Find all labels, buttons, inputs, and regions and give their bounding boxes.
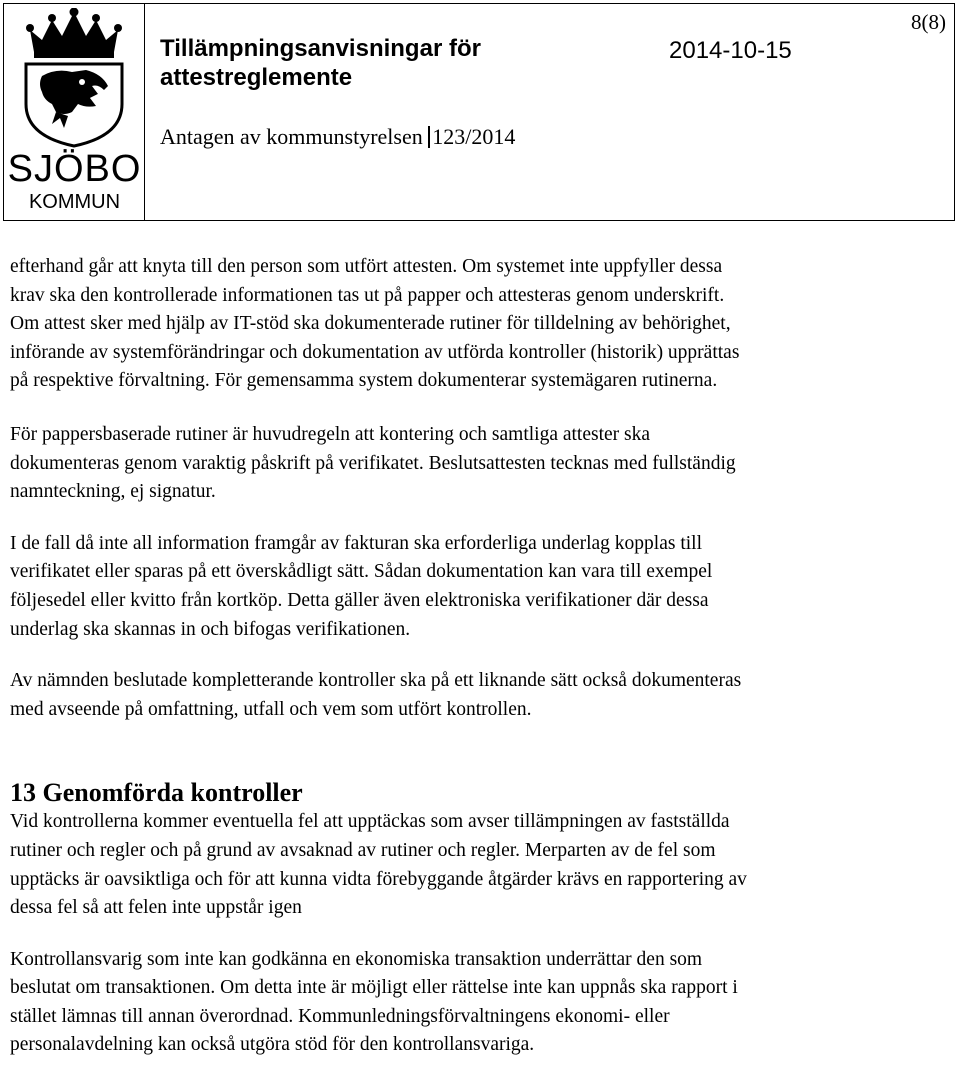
- logo-cell: [4, 4, 145, 220]
- text-line: Kontrollansvarig som inte kan godkänna en ekonomiska transaktion underrättar den som: [10, 948, 703, 970]
- text-line: Av nämnden beslutade kompletterande kontroller ska på ett liknande sätt också dokumenteras: [10, 670, 742, 692]
- adoption-reference: 123/2014: [428, 124, 515, 149]
- text-line: I de fall då inte all information framgår av fakturan ska erforderliga underlag kopplas till: [10, 532, 702, 554]
- text-line: följesedel eller kvitto från kortköp. Detta gäller även elektroniska verifikationer där dessa: [10, 589, 709, 611]
- text-line: För pappersbaserade rutiner är huvudregeln att kontering och samtliga attester ska: [10, 423, 651, 445]
- text-line: upptäcks är oavsiktliga och för att kunna vidta förebyggande åtgärder krävs en rapportering av: [10, 868, 747, 890]
- text-line: på respektive förvaltning. För gemensamma system dokumenterar systemägaren rutinerna.: [10, 370, 718, 392]
- text-line: efterhand går att knyta till den person som utfört attesten. Om systemet inte uppfyller dessa: [10, 256, 723, 277]
- logo-name-kommun: KOMMUN: [28, 191, 121, 213]
- page-number: 8(8): [911, 10, 946, 34]
- paragraph-supplementary-controls: [10, 667, 950, 724]
- document-title-line-1: Tillämpningsanvisningar för: [160, 35, 481, 62]
- logo-name-sjobo: SJÖBO: [7, 148, 142, 190]
- adoption-text: Antagen av kommunstyrelsen: [160, 124, 423, 149]
- document-body: [10, 253, 950, 1060]
- text-line: beslutat om transaktionen. Om detta inte är möjligt eller rättelse inte kan uppnås ska rapport i: [10, 977, 738, 999]
- document-title: [160, 34, 600, 92]
- paragraph-documentation: [10, 530, 950, 644]
- document-header: [3, 3, 955, 221]
- section-heading: 13 Genomförda kontroller: [10, 778, 303, 808]
- paragraph-errors-reporting: [10, 808, 950, 922]
- text-line: verifikatet eller sparas på ett överskådligt sätt. Sådan dokumentation kan vara till exempel: [10, 561, 713, 583]
- text-line: stället lämnas till annan överordnad. Kommunledningsförvaltningens ekonomi- eller: [10, 1005, 670, 1027]
- adoption-note: [160, 123, 515, 151]
- text-line: med avseende på omfattning, utfall och vem som utfört kontrollen.: [10, 698, 532, 720]
- text-line: personalavdelning kan också utgöra stöd för den kontrollansvariga.: [10, 1034, 535, 1056]
- sjobo-coat-of-arms-icon: [12, 8, 136, 148]
- text-line: dessa fel så att felen inte uppstår igen: [10, 897, 302, 919]
- text-line: krav ska den kontrollerade informationen tas ut på papper och attesteras genom underskrift.: [10, 284, 725, 306]
- document-title-line-2: attestreglemente: [160, 64, 353, 91]
- text-line: namnteckning, ej signatur.: [10, 481, 216, 503]
- paragraph-paper-routines: [10, 421, 950, 507]
- paragraph-attest-it: [10, 253, 950, 396]
- text-line: Vid kontrollerna kommer eventuella fel att upptäckas som avser tillämpningen av fastställda: [10, 811, 730, 833]
- text-line: rutiner och regler och på grund av avsaknad av rutiner och regler. Merparten av de fel som: [10, 839, 716, 861]
- text-line: underlag ska skannas in och bifogas verifikationen.: [10, 618, 411, 640]
- paragraph-control-responsible: [10, 946, 950, 1060]
- text-line: införande av systemförändringar och dokumentation av utförda kontroller (historik) upprättas: [10, 341, 740, 363]
- text-line: Om attest sker med hjälp av IT-stöd ska dokumenterade rutiner för tilldelning av behörighet,: [10, 313, 731, 335]
- text-line: dokumenteras genom varaktig påskrift på verifikatet. Beslutsattesten tecknas med fullständig: [10, 452, 736, 474]
- document-date: 2014-10-15: [669, 37, 792, 64]
